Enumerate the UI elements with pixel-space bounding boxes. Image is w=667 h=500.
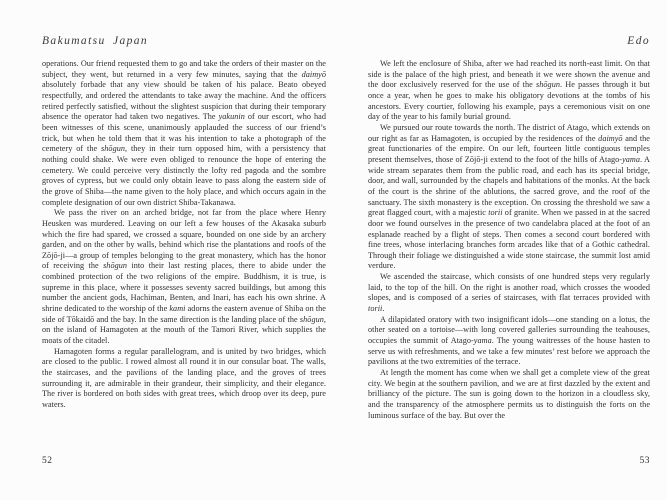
running-head-right: Edo <box>627 35 650 47</box>
paragraph: At length the moment has come when we shall get a complete view of the great city. We begin at the southern pavilion, and we are at first dazzled by the extent and brilliancy of the picture. The sun is going down to the horizon in a cloudless sky, and the transparency of the atmosphere permits us to distinguish the forts on the luminous surface of the bay. But over the <box>368 368 650 420</box>
paragraph: Hamagoten forms a regular parallelogram, and is united by two bridges, which are closed to the public. I rowed almost all round it in our consular boat. The walls, the staircases, and the pavilions of the landing place, and the groves of trees surrounding it, are admirable in their grandeur, their simplicity, and their elegance. The river is bordered on both sides with great trees, which droop over its deep, pure waters. <box>42 346 326 409</box>
paragraph: We ascended the staircase, which consists of one hundred steps very regularly laid, to the top of the hill. On the right is another road, which crosses the wooded slopes, and is composed of a series of staircases, with flat terraces provided with torii. <box>368 272 650 314</box>
page-number-right: 53 <box>639 456 650 466</box>
paragraph: A dilapidated oratory with two insignificant idols—one standing on a lotus, the other seated on a tortoise—with long covered galleries surrounding the teahouses, occupies the summit of Atago-yama. The young waitresses of the house hasten to serve us with refreshments, and we take a few minutes’ rest before we approach the pavilions at the two extremities of the terrace. <box>368 314 650 367</box>
paragraph: operations. Our friend requested them to go and take the orders of their master on the subject, they went, but returned in a very few minutes, saying that the daimyō absolutely forbade that any view should be taken of his palace. Beato obeyed respectfully, and ordered the attendants to take away the machine. And the officers retired perfectly satisfied, without the slightest suspicion that during their temporary absence the operator had taken two negatives. The yakunin of our escort, who had been witnesses of this scene, unanimously applauded the success of our friend’s trick, but when he told them that it was his intention to take a photograph of the cemetery of the shōgun, they in their turn opposed him, with a persistency that nothing could shake. We were even obliged to renounce the hope of entering the cemetery. We could perceive very distinctly the lofty red pagoda and the sombre groves of cypress, but we could only obtain leave to pass along the eastern side of the grove of Shiba—the name given to the holy place, and which occurs again in the complete designation of our own district Shiba-Takanawa. <box>42 59 326 207</box>
paragraph: We pass the river on an arched bridge, not far from the place where Henry Heusken was murdered. Leaving on our left a few houses of the Akasaka suburb which the fire had spared, we crossed a square, bounded on one side by an archery garden, and on the other by walls, behind which rise the plantations and roofs of the Zōjō-ji—a group of temples belonging to the great monastery, which has the honor of receiving the shōgun into their last resting places, there to abide under the combined protection of the two religions of the empire. Buddhism, it is true, is supreme in this place, where it possesses seventy sacred buildings, but among this number the ancient gods, Hachiman, Benten, and Inari, has each his own shrine. A shrine dedicated to the worship of the kami adorns the eastern avenue of Shiba on the side of Tōkaidō and the bay. In the same direction is the landing place of the shōgun, on the island of Hamagoten at the mouth of the Tamori River, which supplies the moats of the citadel. <box>42 208 326 346</box>
page-number-left: 52 <box>42 456 53 466</box>
paragraph: We pursued our route towards the north. The district of Atago, which extends on our right as far as Hamagoten, is occupied by the residences of the daimyō and the great functionaries of the empire. On our left, fourteen little contiguous temples present themselves, those of Zōjō-ji extend to the foot of the hills of Atago-yama. A wide stream separates them from the public road, and each has its special bridge, door, and wall, surrounded by the chapels and habitations of the monks. At the back of the court is the shrine of the ablutions, the sacred grove, and the roof of the sanctuary. The sixth monastery is the exception. On crossing the threshold we saw a great flagged court, with a majestic torii of granite. When we passed in at the sacred door we found ourselves in the presence of two candelabra placed at the foot of an esplanade reached by a flight of steps. Then comes a second court bordered with fine trees, whose interlacing branches form arcades like that of a Gothic cathedral. Through their foliage we distinguished a wide stone staircase, the summit lost amid verdure. <box>368 122 650 271</box>
page-left <box>42 0 326 500</box>
paragraph: We left the enclosure of Shiba, after we had reached its north-east limit. On that side is the palace of the high priest, and beneath it we were shown the avenue and the door exclusively reserved for the use of the shōgun. He passes through it but once a year, when he goes to make his obligatory devotions at the tombs of his ancestors. Every courtier, following his example, pays a ceremonious visit on one day of the year to his family burial ground. <box>368 59 650 122</box>
page-body-left <box>42 59 326 455</box>
page-body-right <box>368 59 650 455</box>
page-right <box>368 0 650 500</box>
running-head-left: Bakumatsu Japan <box>42 35 149 47</box>
